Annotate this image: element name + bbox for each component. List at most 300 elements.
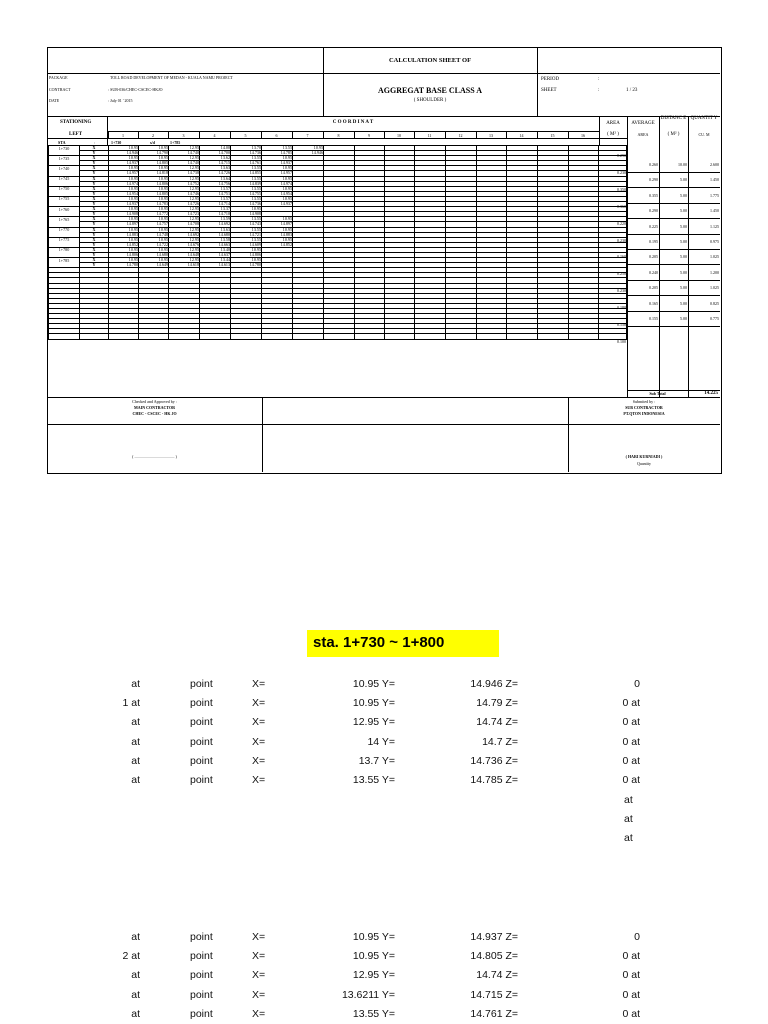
submitter-role: Quantity — [637, 461, 651, 466]
average-area-value: 0.205 — [649, 285, 658, 291]
point-word: point — [190, 754, 213, 767]
coordinate-cell — [200, 334, 231, 339]
coordinate-cell: 14.937 — [109, 202, 139, 207]
period-label: PERIOD — [541, 77, 560, 82]
coordinate-cell: 14.692 — [169, 232, 200, 237]
area-value: 0.230 — [617, 237, 626, 243]
coordinate-cell: 13.59 — [200, 217, 231, 222]
coordinate-cell: 13.44 — [200, 258, 231, 263]
distance-value: 5.00 — [680, 316, 687, 321]
coordinate-cell: 13.55 — [231, 227, 262, 232]
coordinate-cell: 10.95 — [109, 258, 139, 263]
point-word: point — [190, 988, 213, 1001]
axis-cell: Y — [80, 263, 109, 268]
point-x-value: 12.95 Y= — [352, 969, 395, 982]
coordinate-cell: 14.783 — [139, 202, 169, 207]
coordinate-cell: 10.95 — [109, 237, 139, 242]
coordinate-cell: 10.95 — [262, 237, 293, 242]
coordinate-cell: 14.761 — [231, 161, 262, 166]
coordinate-cell: 14.708 — [169, 222, 200, 227]
coordinate-cell: 10.95 — [109, 166, 139, 171]
column-divider — [568, 131, 569, 138]
coordinate-cell: 13.55 — [231, 156, 262, 161]
coordinate-cell: 13.55 — [262, 146, 293, 151]
coordinate-cell: 10.95 — [139, 156, 169, 161]
quantity-value: 1.200 — [710, 269, 719, 275]
coordinate-cell — [355, 334, 385, 339]
coordinate-cell: 10.95 — [139, 176, 169, 181]
coordinate-cell: 14.805 — [139, 161, 169, 166]
coordinate-cell: 13.40 — [200, 247, 231, 252]
axis-cell: X — [80, 156, 109, 161]
coordinate-cell: 14.755 — [231, 191, 262, 196]
area-value: 0.250 — [617, 271, 626, 277]
coordinate-cell: 14.806 — [139, 181, 169, 186]
column-number: 5 — [244, 133, 247, 138]
signature-divider — [262, 397, 263, 472]
average-subheader: AREA — [637, 132, 649, 137]
coordinate-cell: 12.95 — [169, 207, 200, 212]
coordinate-cell: 14.883 — [262, 232, 293, 237]
quantity-unit: CU. M — [698, 132, 710, 137]
station-cell — [49, 334, 80, 339]
coordinate-cell — [446, 334, 477, 339]
coordinate-cell: 14.957 — [109, 171, 139, 176]
column-number: 13 — [489, 133, 493, 138]
area-value: 0.150 — [617, 322, 626, 327]
stationing-header: STATIONING — [60, 120, 92, 125]
point-index: at — [131, 716, 140, 729]
sheet-colon: : — [598, 88, 600, 93]
column-divider — [47, 138, 627, 139]
point-x-value: 10.95 Y= — [352, 697, 395, 710]
quantity-value: 1.025 — [710, 285, 719, 291]
coordinate-cell: 14.648 — [169, 252, 200, 257]
coordinate-cell: 14.710 — [200, 212, 231, 217]
coordinate-cell: 14.740 — [169, 161, 200, 166]
axis-cell: Y — [80, 171, 109, 176]
coordinate-cell — [569, 334, 599, 339]
coordinate-cell — [324, 334, 355, 339]
area-value: 0.350 — [617, 186, 626, 192]
axis-cell: X — [80, 237, 109, 242]
axis-cell: Y — [80, 161, 109, 166]
axis-cell: X — [80, 247, 109, 252]
row-divider — [627, 187, 720, 188]
coordinate-cell: 14.756 — [200, 181, 231, 186]
sta-sd: s/d — [150, 140, 155, 145]
coordinate-cell: 13.58 — [200, 237, 231, 242]
column-number: 9 — [368, 133, 370, 138]
column-number: 3 — [182, 133, 185, 138]
point-x-value: 13.7 Y= — [358, 754, 395, 767]
coordinate-cell: 13.57 — [200, 196, 231, 201]
column-divider — [414, 131, 415, 138]
column-number: 6 — [275, 133, 278, 138]
coordinate-cell: 13.55 — [231, 186, 262, 191]
coordinate-cell: 12.95 — [169, 258, 200, 263]
coordinate-cell: 14.897 — [262, 222, 293, 227]
coordinate-cell: 14.818 — [139, 171, 169, 176]
point-z-value: 0 at — [622, 754, 640, 767]
row-divider — [627, 295, 720, 296]
station-cell: 1+745 — [49, 176, 80, 181]
coordinate-cell: 14.676 — [169, 242, 200, 247]
axis-cell: X — [80, 258, 109, 263]
point-z-value: 0 at — [622, 716, 640, 729]
coordinate-cell: 14.692 — [200, 222, 231, 227]
point-index: at — [131, 754, 140, 767]
column-number: 8 — [337, 133, 340, 138]
coordinate-cell: 14.790 — [139, 151, 169, 156]
axis-cell: X — [80, 217, 109, 222]
coordinate-cell: 14.736 — [231, 151, 262, 156]
coordinate-cell: 14.680 — [139, 252, 169, 257]
column-divider — [168, 131, 169, 138]
coordinate-cell: 14.974 — [109, 181, 139, 186]
work-item-subtitle: ( SHOULDER ) — [413, 98, 447, 103]
axis-cell: Y — [80, 222, 109, 227]
column-divider — [108, 131, 109, 138]
column-number: 16 — [581, 133, 585, 138]
coordinate-cell: 14.748 — [139, 232, 169, 237]
point-index: at — [131, 988, 140, 1001]
coordinate-cell: 10.95 — [109, 196, 139, 201]
row-divider — [627, 326, 720, 327]
point-word: point — [190, 950, 213, 963]
point-x-label: X= — [252, 754, 266, 767]
coordinate-cell: 14.714 — [200, 202, 231, 207]
coordinate-cell — [385, 334, 415, 339]
coordinate-cell: 10.95 — [139, 217, 169, 222]
point-index: 2 at — [122, 950, 140, 963]
point-word: point — [190, 735, 213, 748]
point-z-value: 0 at — [622, 950, 640, 963]
point-x-label: X= — [252, 931, 266, 943]
coordinate-cell: 10.95 — [139, 258, 169, 263]
coordinate-cell: 14.721 — [231, 232, 262, 237]
average-area-value: 0.165 — [649, 300, 658, 306]
distance-value: 5.00 — [680, 239, 687, 244]
area-unit: ( M² ) — [607, 132, 619, 137]
coordinate-cell: 10.95 — [231, 207, 262, 212]
column-number: 4 — [213, 133, 216, 138]
point-y-value: 14.785 Z= — [470, 774, 518, 786]
average-area-value: 0.290 — [649, 208, 658, 214]
average-area-value: 0.225 — [649, 223, 658, 229]
point-z-value: 0 — [634, 678, 640, 690]
distance-value: 5.00 — [680, 223, 687, 229]
coordinate-cell: 14.752 — [169, 181, 200, 186]
coordinate-cell: 14.722 — [139, 242, 169, 247]
sta-to: 1+785 — [170, 140, 181, 145]
coordinate-cell: 10.95 — [262, 196, 293, 201]
coordinate-cell — [538, 334, 569, 339]
sta-colon: : — [94, 140, 96, 145]
coordinate-cell: 14.637 — [200, 252, 231, 257]
axis-cell: Y — [80, 242, 109, 247]
distance-unit: ( M² ) — [667, 132, 680, 137]
point-x-label: X= — [252, 969, 266, 982]
point-y-value: 14.937 Z= — [470, 931, 518, 943]
average-area-value: 0.155 — [649, 316, 658, 321]
distance-header: DISTANC E — [660, 116, 687, 121]
coordinate-cell: 10.95 — [109, 207, 139, 212]
coordinate-cell: 13.64 — [200, 176, 231, 181]
approver-signature-blank: ( ........................................ ) — [132, 454, 177, 459]
quantity-value: 0.825 — [710, 300, 719, 306]
point-x-value: 13.55 Y= — [352, 1007, 395, 1020]
distance-value: 5.00 — [680, 300, 687, 306]
approver-title: Checked and Approved by : — [132, 399, 177, 404]
sta-label: STA — [58, 140, 66, 145]
header-divider — [47, 116, 720, 117]
row-divider — [627, 234, 720, 235]
point-z-value: 0 at — [622, 774, 640, 786]
area-header: AREA — [606, 121, 620, 126]
coordinate-cell: 14.618 — [169, 263, 200, 268]
coordinate-cell: 14.974 — [262, 181, 293, 186]
point-word: point — [190, 716, 213, 729]
row-divider — [627, 218, 720, 219]
area-value: 0.220 — [617, 220, 626, 226]
submitter-title: Submited by : — [632, 399, 656, 404]
left-header: LEFT — [69, 132, 83, 137]
point-x-value: 10.95 Y= — [352, 931, 395, 943]
point-z-value: 0 at — [622, 1007, 640, 1020]
coordinate-cell: 14.954 — [109, 191, 139, 196]
coordinate-cell: 10.95 — [109, 247, 139, 252]
point-x-value: 13.6211 Y= — [341, 988, 395, 1001]
station-cell: 1+735 — [49, 156, 80, 161]
point-z-value: 0 at — [622, 697, 640, 710]
row-divider — [627, 280, 720, 281]
point-index: at — [131, 774, 140, 786]
point-y-value: 14.805 Z= — [470, 950, 518, 963]
coordinate-cell: 10.95 — [139, 227, 169, 232]
average-area-value: 0.205 — [649, 254, 658, 260]
coordinate-cell — [477, 334, 507, 339]
station-cell: 1+780 — [49, 247, 80, 252]
subtotal-label: Sub Total — [649, 391, 666, 396]
coordinate-cell: 14.613 — [200, 263, 231, 268]
coordinate-cell: 10.95 — [262, 166, 293, 171]
point-y-value: 14.736 Z= — [470, 754, 518, 767]
coordinate-cell: 14.700 — [200, 151, 231, 156]
trailing-at: at — [624, 832, 633, 845]
axis-cell: Y — [80, 202, 109, 207]
axis-cell: X — [80, 166, 109, 171]
coordinate-cell: 10.95 — [139, 247, 169, 252]
date-value: : July 01 ' 2015 — [108, 98, 133, 103]
average-header: AVERAGE — [631, 121, 655, 126]
axis-cell: X — [80, 146, 109, 151]
coordinate-cell: 12.95 — [169, 247, 200, 252]
distance-value: 5.00 — [680, 254, 687, 260]
coordinate-cell — [415, 334, 446, 339]
coordinate-cell — [109, 334, 139, 339]
coordinate-cell: 10.95 — [262, 227, 293, 232]
column-divider — [138, 131, 139, 138]
submitter-name: ( HARI KURNIADI ) — [625, 454, 663, 459]
station-cell: 1+785 — [49, 258, 80, 263]
coordinate-cell: 10.95 — [139, 146, 169, 151]
average-area-value: 0.195 — [649, 239, 658, 244]
column-divider — [261, 131, 262, 138]
coordinate-cell — [139, 334, 169, 339]
quantity-value: 2.600 — [710, 162, 719, 167]
column-divider — [537, 131, 538, 138]
coordinate-cell: 13.55 — [231, 166, 262, 171]
point-x-value: 10.95 Y= — [352, 678, 395, 690]
coordinate-cell: 14.946 — [293, 151, 324, 156]
axis-cell — [80, 334, 109, 339]
row-divider — [627, 311, 720, 312]
coordinate-cell: 10.95 — [293, 146, 324, 151]
coordinate-cell: 10.95 — [139, 207, 169, 212]
coordinate-cell: 14.805 — [139, 191, 169, 196]
sheet-label: SHEET — [541, 88, 557, 93]
coordinate-cell — [169, 334, 200, 339]
coordinate-cell: 10.95 — [139, 186, 169, 191]
area-value: 0.180 — [617, 305, 626, 311]
coordinate-cell: 13.63 — [200, 227, 231, 232]
point-word: point — [190, 774, 213, 786]
point-x-label: X= — [252, 697, 266, 710]
coordinate-cell: 14.751 — [200, 191, 231, 196]
contract-value: : SUB-036/CHEC-CSCEC-HKJO — [108, 87, 163, 92]
point-word: point — [190, 678, 213, 690]
distance-value: 5.00 — [680, 192, 687, 198]
point-word: point — [190, 931, 213, 943]
coordinate-cell — [231, 334, 262, 339]
area-value: 0.230 — [617, 288, 626, 294]
point-x-label: X= — [252, 1007, 266, 1020]
coordinate-cell: 14.723 — [169, 212, 200, 217]
coordinate-cell: 13.62 — [200, 156, 231, 161]
header-divider — [537, 47, 538, 116]
sheet-number: 1 / 23 — [626, 88, 638, 93]
axis-cell: Y — [80, 252, 109, 257]
point-y-value: 14.761 Z= — [470, 1007, 518, 1020]
coordinate-cell: 14.954 — [262, 191, 293, 196]
station-cell: 1+755 — [49, 196, 80, 201]
point-x-value: 13.55 Y= — [352, 774, 395, 786]
coordinate-cell: 14.908 — [231, 212, 262, 217]
area-value: 0.100 — [617, 338, 626, 344]
point-y-value: 14.74 Z= — [476, 716, 518, 729]
point-index: at — [131, 1007, 140, 1020]
point-y-value: 14.79 Z= — [476, 697, 518, 710]
coordinate-cell: 12.95 — [169, 237, 200, 242]
distance-value: 5.00 — [680, 208, 687, 214]
coordinate-cell — [293, 334, 324, 339]
column-divider — [384, 131, 385, 138]
coordinate-cell: 14.736 — [231, 202, 262, 207]
coordinate-cell: 14.680 — [200, 232, 231, 237]
column-divider — [476, 131, 477, 138]
coordinate-cell: 12.95 — [169, 196, 200, 201]
quantity-value: 0.975 — [710, 239, 719, 244]
axis-cell: Y — [80, 181, 109, 186]
coordinate-cell: 10.95 — [109, 146, 139, 151]
work-item-title: AGGREGAT BASE CLASS A — [378, 86, 482, 95]
sheet-title: CALCULATION SHEET OF — [388, 57, 472, 64]
station-range-heading: sta. 1+730 ~ 1+800 — [313, 634, 445, 651]
coordinate-cell: 12.95 — [169, 176, 200, 181]
axis-cell: Y — [80, 151, 109, 156]
axis-cell: Y — [80, 212, 109, 217]
coordinate-cell: 10.95 — [262, 186, 293, 191]
column-divider — [445, 131, 446, 138]
column-number: 1 — [122, 133, 124, 138]
column-divider — [199, 131, 200, 138]
station-cell: 1+775 — [49, 237, 80, 242]
quantity-value: 1.025 — [710, 254, 719, 260]
point-z-value: 0 at — [622, 988, 640, 1001]
average-area-value: 0.240 — [649, 269, 658, 275]
point-y-value: 14.7 Z= — [482, 735, 518, 748]
coordinate-cell: 14.726 — [169, 202, 200, 207]
date-label: DATE — [49, 98, 60, 103]
row-divider — [627, 264, 720, 265]
submitter-org-detail: PT.QTON INDONESIA — [623, 411, 665, 416]
station-cell: 1+730 — [49, 146, 80, 151]
coordinate-cell: 13.57 — [200, 186, 231, 191]
coordinate-cell: 10.95 — [139, 196, 169, 201]
coordinate-cell: 10.95 — [109, 156, 139, 161]
point-x-value: 10.95 Y= — [352, 950, 395, 963]
coordinate-cell: 12.95 — [169, 186, 200, 191]
column-number: 2 — [152, 133, 154, 138]
distance-value: 5.00 — [680, 177, 687, 183]
axis-cell: X — [80, 207, 109, 212]
submitter-org: SUB CONTRACTOR — [625, 405, 663, 410]
column-divider — [354, 131, 355, 138]
column-divider — [230, 131, 231, 138]
axis-cell: Y — [80, 232, 109, 237]
coordinate-cell: 10.95 — [262, 156, 293, 161]
coordinate-cell: 13.70 — [231, 146, 262, 151]
coordinate-cell: 14.746 — [169, 191, 200, 196]
package-value: TOLL ROAD DEVELOPMENT OF MEDAN - KUALA NAMU PROJECT — [110, 75, 233, 80]
point-index: at — [131, 735, 140, 748]
coordinate-cell: 14.937 — [262, 161, 293, 166]
column-divider — [292, 131, 293, 138]
coordinate-cell: 14.00 — [200, 146, 231, 151]
coordinate-cell: 14.772 — [139, 212, 169, 217]
coordinate-cell: 14.780 — [231, 263, 262, 268]
period-colon: : — [598, 77, 600, 82]
quantity-value: 1.450 — [710, 177, 719, 183]
distance-value: 10.00 — [678, 162, 687, 167]
coordinate-cell — [262, 334, 293, 339]
coordinate-cell: 14.785 — [262, 151, 293, 156]
coordinate-cell: 10.95 — [139, 237, 169, 242]
point-y-value: 14.74 Z= — [476, 969, 518, 982]
coordinate-cell: 10.95 — [139, 166, 169, 171]
point-x-label: X= — [252, 735, 266, 748]
coordinate-cell: 13.55 — [231, 176, 262, 181]
coordinate-cell: 14.726 — [200, 171, 231, 176]
coordinate-cell: 13.55 — [231, 217, 262, 222]
point-x-label: X= — [252, 678, 266, 690]
quantity-value: 1.125 — [710, 223, 719, 229]
row-divider — [627, 203, 720, 204]
coordinate-cell: 14.937 — [109, 161, 139, 166]
station-cell: 1+740 — [49, 166, 80, 171]
coordinate-table — [48, 145, 627, 340]
